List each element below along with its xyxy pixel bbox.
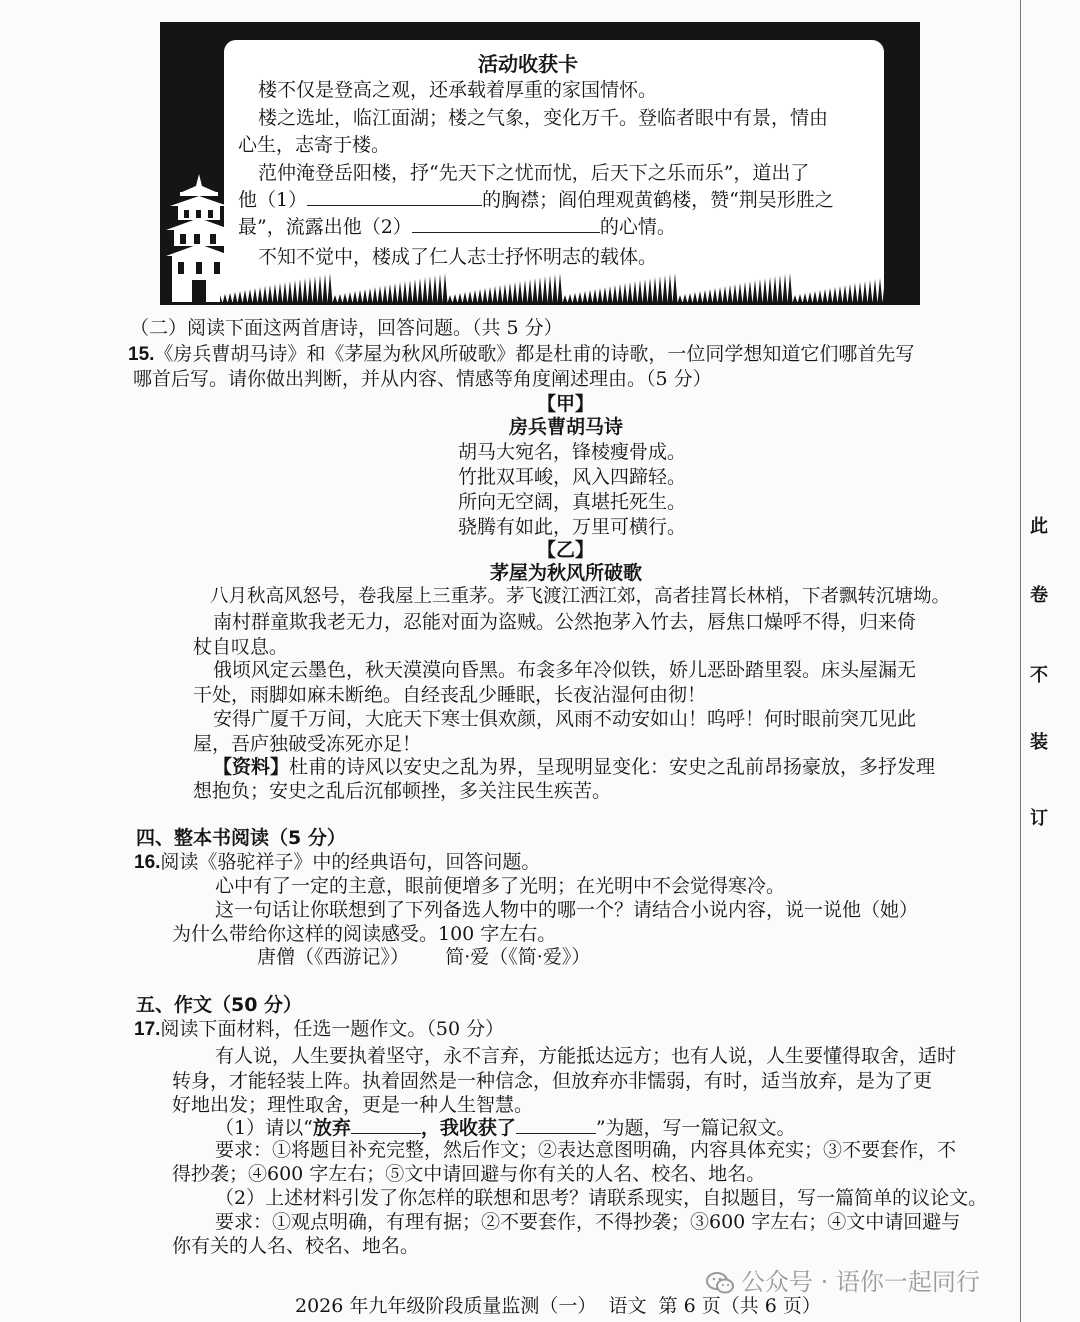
- page-footer: 2026 年九年级阶段质量监测（一） 语文 第 6 页（共 6 页）: [295, 1295, 821, 1317]
- poem-label-yi: 【乙】: [537, 539, 595, 561]
- poem2-line-5: 干处，雨脚如麻未断绝。自经丧乱少睡眠，长夜沾湿何由彻！: [193, 684, 707, 706]
- poem2-line-4: 俄顷风定云墨色，秋天漠漠向昏黑。布衾多年冷似铁，娇儿恶卧踏里裂。床头屋漏无: [213, 659, 917, 681]
- card-para-3-line-3: [238, 213, 676, 241]
- q17-line-1: [134, 1017, 504, 1042]
- reference-line-2: 想抱负；安史之乱后沉郁顿挫，多关注民生疾苦。: [193, 780, 612, 802]
- poem2-line-7: 屋，吾庐独破受冻死亦足！: [193, 733, 422, 755]
- poem2-line-2: 南村群童欺我老无力，忍能对面为盗贼。公然抱茅入竹去，唇焦口燥呼不得，归来倚: [213, 611, 917, 633]
- grass-decoration: [220, 265, 900, 305]
- reference-tag: 【资料】: [213, 756, 290, 778]
- watermark-text: 公众号 · 语你一起同行: [741, 1268, 980, 1296]
- poem2-line-3: 杖自叹息。: [193, 636, 289, 658]
- q16-text-1: 阅读《骆驼祥子》中的经典语句，回答问题。: [160, 851, 541, 873]
- card-para-1: 楼不仅是登高之观，还承载着厚重的家国情怀。: [258, 79, 658, 101]
- binding-line: [1020, 0, 1021, 1322]
- q15-text-1: 《房兵曹胡马诗》和《茅屋为秋风所破歌》都是杜甫的诗歌，一位同学想知道它们哪首先写: [154, 343, 915, 365]
- q15-line-1: [128, 342, 914, 367]
- option1-gain: ，我收获了: [420, 1117, 516, 1139]
- option1-req-1: 要求：①将题目补充完整，然后作文；②表达意图明确，内容具体充实；③不要套作，不: [215, 1139, 957, 1161]
- reference-text-1: 杜甫的诗风以安史之乱为界，呈现明显变化：安史之乱前昂扬豪放，多抒发理: [289, 756, 936, 778]
- title-blank-1[interactable]: [351, 1116, 421, 1134]
- option1-pre: （1）请以“: [215, 1117, 313, 1139]
- q16-options: 唐僧（《西游记》） 简·爱（《简·爱》）: [257, 946, 591, 968]
- poem-label-jia: 【甲】: [537, 393, 595, 415]
- option2-title: （2）上述材料引发了你怎样的联想和思考？请联系现实，自拟题目，写一篇简单的议论文。: [215, 1187, 988, 1209]
- q17-text-1: 阅读下面材料，任选一题作文。（50 分）: [160, 1018, 505, 1040]
- q15-line-2: 哪首后写。请你做出判断，并从内容、情感等角度阐述理由。（5 分）: [133, 368, 712, 390]
- section5-heading: 五、作文（50 分）: [136, 994, 303, 1016]
- poem1-title: 房兵曹胡马诗: [509, 416, 624, 438]
- poem2-line-6: 安得广厦千万间，大庇天下寒士俱欢颜，风雨不动安如山！呜呼！何时眼前突兀见此: [213, 708, 917, 730]
- reference-line-1: [213, 755, 935, 779]
- card-para-2-cont: 心生，志寄于楼。: [238, 134, 391, 156]
- card-blank-2-label: 最”，流露出他（2）: [238, 216, 412, 238]
- option2-req-1: 要求：①观点明确，有理有据；②不要套作，不得抄袭；③600 字左右；④文中请回避与: [215, 1211, 961, 1233]
- poem2-line-1: 八月秋高风怒号，卷我屋上三重茅。茅飞渡江洒江郊，高者挂罥长林梢，下者飘转沉塘坳。: [210, 586, 951, 607]
- poem1-line-2: 竹批双耳峻，风入四蹄轻。: [458, 466, 687, 488]
- q16-quote: 心中有了一定的主意，眼前便增多了光明；在光明中不会觉得寒冷。: [215, 875, 786, 897]
- poem2-title: 茅屋为秋风所破歌: [490, 562, 643, 584]
- option1-give-up: 放弃: [312, 1117, 351, 1139]
- binding-char-3: 不: [1030, 665, 1048, 686]
- answer-blank-1[interactable]: [307, 188, 482, 206]
- q15-number: 15.: [128, 344, 155, 365]
- poem1-line-3: 所向无空阔，真堪托死生。: [458, 491, 687, 513]
- option1-title: [215, 1116, 796, 1140]
- option2-req-2: 你有关的人名、校名、地名。: [172, 1235, 420, 1257]
- answer-blank-2[interactable]: [412, 215, 600, 233]
- binding-char-1: 此: [1030, 516, 1048, 537]
- card-para-3-line-2: [238, 186, 834, 214]
- section4-heading: 四、整本书阅读（5 分）: [136, 827, 346, 849]
- card-title: 活动收获卡: [478, 52, 578, 76]
- card-blank-2-after: 的心情。: [599, 216, 676, 238]
- q16-line-2: 这一句话让你联想到了下列备选人物中的哪一个？请结合小说内容，说一说他（她）: [215, 899, 919, 921]
- section2-heading: （二）阅读下面这两首唐诗，回答问题。（共 5 分）: [130, 317, 563, 339]
- poem1-line-4: 骁腾有如此，万里可横行。: [458, 516, 687, 538]
- q17-number: 17.: [134, 1019, 161, 1040]
- card-blank-1-label: 他（1）: [238, 189, 308, 211]
- material-line-2: 转身，才能轻装上阵。执着固然是一种信念，但放弃亦非懦弱，有时，适当放弃，是为了更: [172, 1070, 933, 1092]
- title-blank-2[interactable]: [516, 1116, 596, 1134]
- option1-req-2: 得抄袭；④600 字左右；⑤文中请回避与你有关的人名、校名、地名。: [172, 1163, 766, 1185]
- card-blank-1-after: 的胸襟；阎伯理观黄鹤楼，赞“荆吴形胜之: [482, 189, 834, 211]
- material-line-1: 有人说，人生要执着坚守，永不言弃，方能抵达远方；也有人说，人生要懂得取舍，适时: [215, 1045, 957, 1067]
- binding-char-2: 卷: [1030, 585, 1048, 606]
- q16-line-1: [134, 850, 540, 875]
- q16-line-3: 为什么带给你这样的阅读感受。100 字左右。: [172, 923, 557, 945]
- card-para-4: 不知不觉中，楼成了仁人志士抒怀明志的载体。: [258, 246, 658, 268]
- option1-post: ”为题，写一篇记叙文。: [595, 1117, 796, 1139]
- card-para-2: 楼之选址，临江面湖；楼之气象，变化万千。登临者眼中有景，情由: [258, 107, 829, 129]
- binding-char-4: 装: [1030, 732, 1048, 753]
- material-line-3: 好地出发；理性取舍，更是一种人生智慧。: [172, 1094, 534, 1116]
- card-para-3: 范仲淹登岳阳楼，抒“先天下之忧而忧，后天下之乐而乐”，道出了: [258, 162, 810, 184]
- q16-number: 16.: [134, 852, 161, 873]
- binding-char-5: 订: [1030, 808, 1048, 829]
- poem1-line-1: 胡马大宛名，锋棱瘦骨成。: [458, 441, 687, 463]
